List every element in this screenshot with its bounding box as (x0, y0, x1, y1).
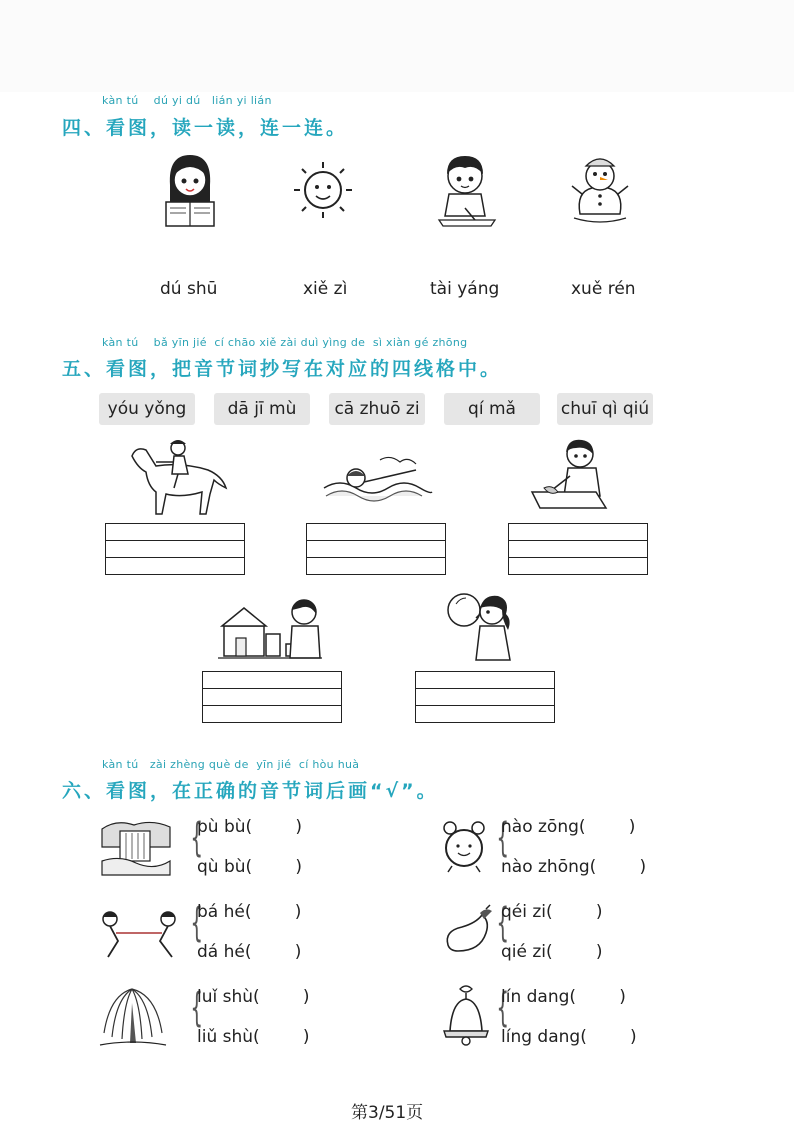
writing-grid-2[interactable] (306, 523, 446, 575)
bell-icon (440, 985, 492, 1047)
option-da-he[interactable]: dá hé( ) (197, 942, 302, 962)
tug-of-war-icon (98, 905, 182, 961)
balloon-girl-icon (446, 590, 518, 662)
section4-heading: 四、看图，读一读，连一连。 (62, 117, 349, 139)
section4-pinyin: kàn tú dú yi dú lián yi lián (102, 94, 272, 107)
section6-pinyin: kàn tú zài zhèng què de yīn jié cí hòu huà (102, 758, 360, 771)
writing-grid-3[interactable] (508, 523, 648, 575)
option-lin-dang[interactable]: lín dang( ) (501, 987, 626, 1007)
brace-4: { (496, 900, 510, 946)
option-qei-zi[interactable]: qéi zi( ) (501, 902, 603, 922)
writing-grid-4[interactable] (202, 671, 342, 723)
chip-chui-qi-qiu: chuī qì qiú (557, 393, 653, 425)
option-qie-zi[interactable]: qié zi( ) (501, 942, 603, 962)
chip-you-yong: yóu yǒng (99, 393, 195, 425)
brace-2: { (496, 815, 510, 861)
section5-pinyin: kàn tú bǎ yīn jié cí chāo xiě zài duì yìng de sì xiàn gé zhōng (102, 336, 468, 349)
page-number: 第3/51页 (351, 1103, 424, 1123)
option-lui-shu[interactable]: luǐ shù( ) (197, 987, 310, 1007)
snowman-icon (570, 152, 630, 226)
word-xue-ren: xuě rén (571, 279, 636, 299)
word-tai-yang: tài yáng (430, 279, 500, 299)
building-blocks-icon (218, 596, 322, 662)
option-ling-dang[interactable]: líng dang( ) (501, 1027, 637, 1047)
waterfall-icon (100, 817, 172, 877)
swimming-icon (320, 452, 436, 506)
horse-riding-icon (122, 436, 232, 518)
brace-3: { (190, 900, 204, 946)
word-xie-zi: xiě zì (303, 279, 348, 299)
brace-1: { (190, 815, 204, 861)
wiping-table-icon (530, 436, 616, 512)
option-qu-bu[interactable]: qù bù( ) (197, 857, 303, 877)
brace-5: { (190, 985, 204, 1031)
writing-grid-5[interactable] (415, 671, 555, 723)
word-du-shu: dú shū (160, 279, 218, 299)
brace-6: { (496, 985, 510, 1031)
writing-grid-1[interactable] (105, 523, 245, 575)
chip-qi-ma: qí mǎ (444, 393, 540, 425)
chip-da-ji-mu: dā jī mù (214, 393, 310, 425)
scan-top-band (0, 0, 794, 92)
willow-tree-icon (100, 983, 166, 1047)
alarm-clock-icon (440, 818, 488, 874)
option-ba-he[interactable]: bá hé( ) (197, 902, 302, 922)
girl-reading-icon (160, 150, 220, 230)
sun-icon (290, 158, 356, 222)
option-nao-zong[interactable]: nào zōng( ) (501, 817, 636, 837)
chip-ca-zhuo-zi: cā zhuō zi (329, 393, 425, 425)
option-liu-shu[interactable]: liǔ shù( ) (197, 1027, 310, 1047)
eggplant-icon (442, 905, 494, 955)
option-pu-bu[interactable]: pù bù( ) (197, 817, 303, 837)
section5-heading: 五、看图，把音节词抄写在对应的四线格中。 (62, 358, 503, 380)
boy-writing-icon (435, 150, 499, 230)
section6-heading: 六、看图，在正确的音节词后画“√”。 (62, 780, 439, 802)
option-nao-zhong[interactable]: nào zhōng( ) (501, 857, 647, 877)
